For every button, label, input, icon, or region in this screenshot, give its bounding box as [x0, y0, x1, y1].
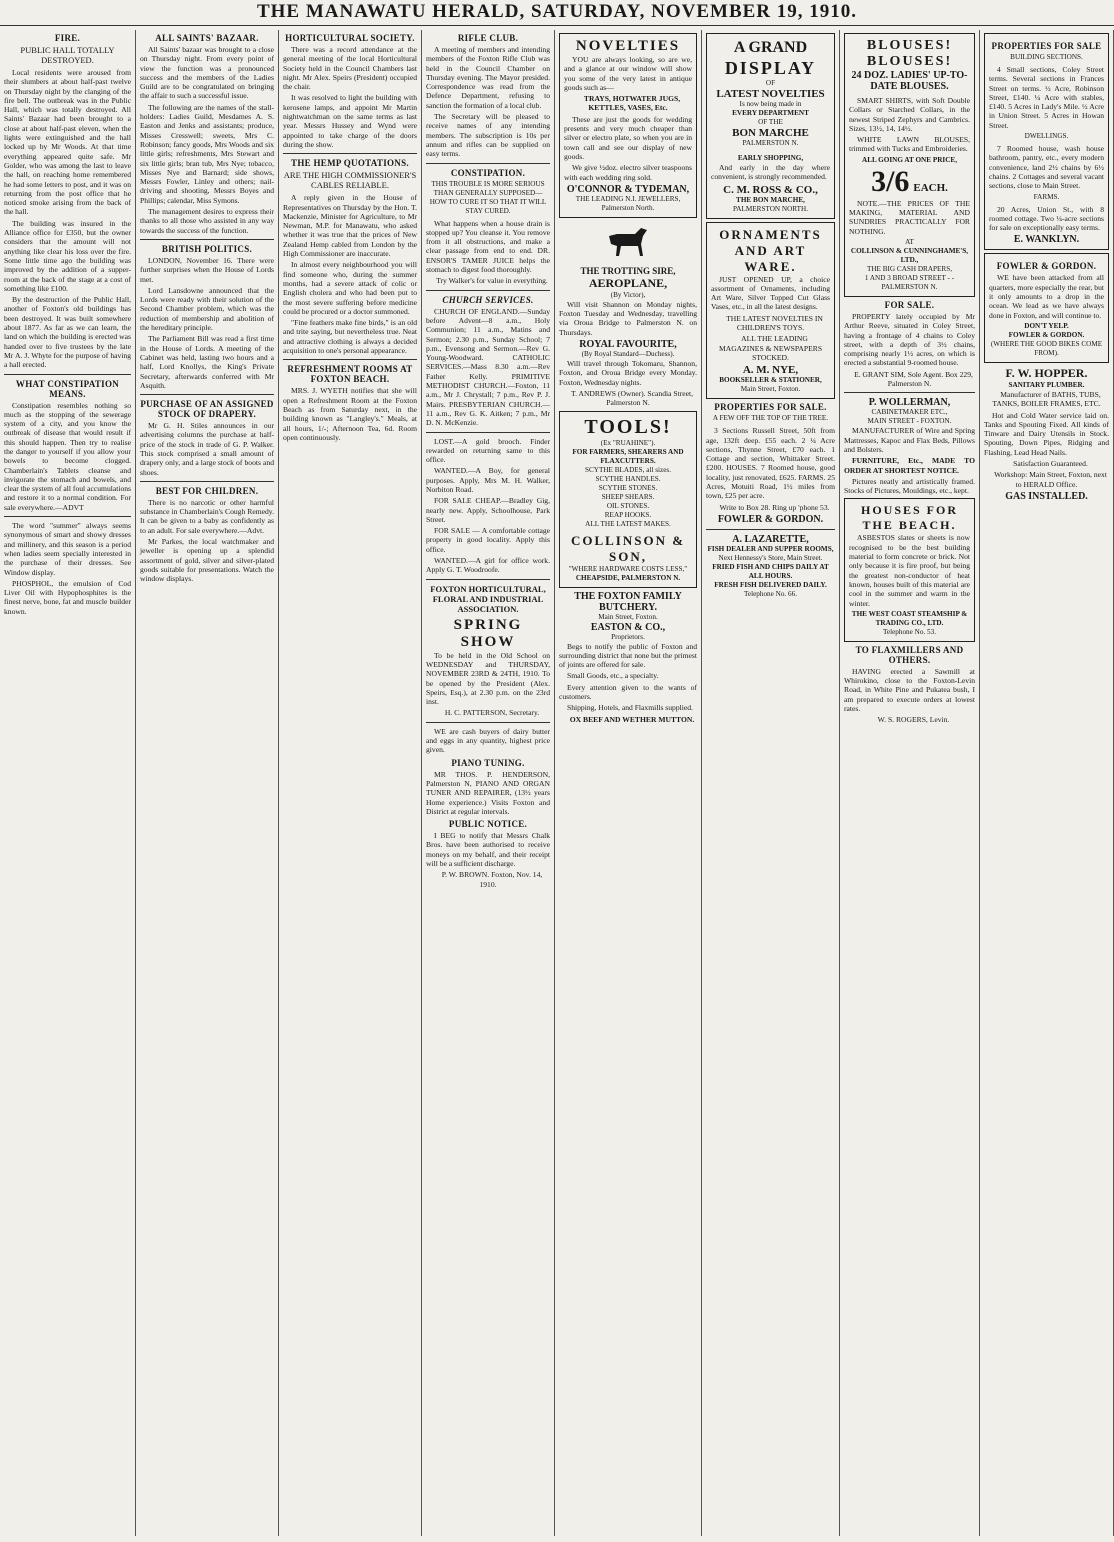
lazarette-location: Next Hennessy's Store, Main Street.: [718, 553, 823, 562]
bazaar-paragraph: The management desires to express their thanks to all those who assisted in any way towards the success of the function.: [140, 207, 274, 235]
wollerman-location: MAIN STREET - FOXTON.: [867, 417, 952, 426]
spring-signature: H. C. PATTERSON, Secretary.: [444, 708, 540, 718]
aeroplane-name: AEROPLANE,: [588, 275, 668, 290]
butchery-prop: Proprietors.: [611, 632, 645, 641]
note: NOTE.—THE PRICES OF THE MAKING, MATERIAL AND SUNDRIES PRACTICALLY FOR NOTHING.: [849, 198, 970, 236]
tools-item: SCYTHE BLADES, all sizes.: [584, 465, 672, 474]
spring-title: SPRING SHOW: [453, 616, 523, 650]
palmerston: PALMERSTON N.: [742, 139, 799, 147]
bazaar-paragraph: The following are the names of the stall-holders: Ladies Guild, Mesdames A. S. Easton and Jenks and assistants; produce, Misses Cresswell; sweets, Mrs C. Robinson; fancy goods, Mrs Woods and six little girls; refreshments, Mrs Stewart and six little girls; bran tub, Mrs Nye; tobacco, Misses Nye and Barnard; side shows, Messrs Fowler, Linley and others; nail-driving and shooting, Messrs Boyes and Phillips; calendar, Miss Symons.: [140, 102, 274, 205]
const-heading: CONSTIPATION.: [450, 167, 526, 178]
tools-item: SCYTHE HANDLES.: [595, 474, 661, 483]
tools-sub: (Ex "RUAHINE").: [600, 438, 656, 447]
church-paragraph: CHURCH OF ENGLAND.—Sunday before Advent—8 a.m., Holy Communion; 11 a.m., Matins and Sermon; 2.30 p.m., Sunday School; 7 p.m., Evensong and Sermon.—Rev G. Young-Woodward. CATHOLIC SERVICES.—Mass 8.30 a.m.—Rev Father Kelly. PRIMITIVE METHODIST CHURCH.—Foxton, 11 a.m., Mr J. Chrystall; 7 p.m., Rev P. J. Mairs. PRESBYTERIAN CHURCH.—11 a.m., Rev G. K. Aitken; 7 p.m., Mr D. N. McKenzie.: [426, 306, 550, 428]
divider: [426, 290, 550, 291]
fg-name: FOWLER & GORDON.: [1008, 330, 1085, 339]
ornaments-paragraph: JUST OPENED UP, a choice assortment of Ornaments, including Art Ware, Silver Topped Cut Glass Vases, etc., in all the latest designs.: [711, 274, 830, 312]
divider: [426, 722, 550, 723]
collinson-sub: THE BIG CASH DRAPERS,: [866, 264, 953, 273]
building-sections: BUILDING SECTIONS.: [1010, 53, 1083, 61]
tools-item: SCYTHE STONES.: [598, 483, 658, 492]
collinson-location: 1 AND 3 BROAD STREET - - PALMERSTON N.: [864, 273, 955, 291]
royal-name: ROYAL FAVOURITE,: [579, 339, 677, 351]
dwellings-list: 7 Roomed house, wash house bathroom, pantry, etc., every modern convenience, land 2½ chains by 6½ chains. 2 Cottages and several vacant sections, close to Main Street.: [989, 144, 1104, 191]
trotting-heading: THE TROTTING SIRE,: [580, 265, 676, 276]
spring-assoc: FOXTON HORTICULTURAL, FLORAL AND INDUSTRIAL ASSOCIATION.: [430, 583, 546, 614]
horse-icon: [605, 222, 651, 262]
notice-paragraph: I BEG to notify that Messrs Chalk Bros. have been authorised to receive moneys on my behalf, and their receipt will be a sufficient discharge.: [426, 831, 550, 868]
spring-paragraph: To be held in the Old School on WEDNESDAY and THURSDAY, NOVEMBER 23RD & 24TH, 1910. To be opened by the President (Alex. Speirs, Esq.), at 2.30 p.m. on the 23rd inst.: [426, 650, 550, 707]
props-list: 4 Small sections, Coley Street terms. Several sections in Frances Street on terms. ½ Acre, Robinson Street, £140. ¼ Acre with stables, £140. 5 Acres in Lady's Mile. ½ Acre in Union Street. 5 Acres in Howan Street.: [989, 65, 1104, 130]
white-lawn: WHITE LAWN BLOUSES, trimmed with Tucks and Embroideries.: [849, 135, 970, 154]
aeroplane-sub: (By Victor),: [610, 290, 646, 299]
fg-heading: FOWLER & GORDON.: [996, 261, 1097, 272]
refresh-paragraph: MRS. J. WYETH notifies that she will open a Refreshment Room at the Foxton Beach as from Saturday next, in the building known as "Langley's." Meals, at all hours, 1/-; Afternoon Tea, 6d. Room open continuously.: [283, 386, 417, 442]
forsale-paragraph: PROPERTY lately occupied by Mr Arthur Reeve, situated in Coley Street, having a frontage of 4 chains to Coley street, with a depth of 3½ chains, comprising nearly 1½ acres, on which is erected a substantial 9-roomed house.: [844, 311, 975, 368]
lazarette-name: A. LAZARETTE,: [732, 533, 809, 545]
column-1: [0, 30, 136, 1536]
westcoast-phone: Telephone No. 53.: [883, 627, 936, 636]
royal-paragraph: Will travel through Tokomaru, Shannon, Foxton, and Oroua Bridge every Monday. Foxton, Wednesday nights.: [559, 359, 697, 387]
forsale-ad: FOR SALE CHEAP.—Bradley Gig, nearly new. Apply, Schoolhouse, Park Street.: [426, 496, 550, 524]
tools-item: SHEEP SHEARS.: [601, 492, 655, 501]
novelties-items: TRAYS, HOTWATER JUGS, KETTLES, VASES, Etc.: [583, 94, 681, 113]
children-paragraph: There is no narcotic or other harmful substance in Chamberlain's Cough Remedy. It can be given to a baby as confidently as to an adult. For sale everywhere.—Advt.: [140, 497, 274, 535]
divider: [706, 529, 835, 530]
smart-shirts: SMART SHIRTS, with Soft Double Collars or Starched Collars, in the newest Striped Zephyrs and Cambrics. Sizes, 13½, 14, 14½.: [849, 96, 970, 133]
constipation-paragraph: Constipation resembles nothing so much as the stopping of the sewerage system of a city, and you know the outbreak of disease that would result if this should happen. Then try to realise the danger to yourself if you allow your bowels to become clogged. Chamberlain's Tablets cleanse and invigorate the stomach and bowels, and clear the system of all foul accumulations and restore it to a normal condition. For sale everywhere.—ADVT: [4, 400, 131, 512]
const-subheading: THIS TROUBLE IS MORE SERIOUS THAN GENERALLY SUPPOSED—HOW TO CURE IT SO THAT IT WILL STAY CURED.: [429, 179, 547, 215]
bon-marche: BON MARCHE: [732, 127, 809, 139]
each-label: EACH.: [913, 181, 948, 194]
nye-name: A. M. NYE,: [742, 364, 799, 377]
collinson-name: COLLINSON & SON,: [570, 532, 686, 564]
oconnor-location: Palmerston North.: [601, 203, 655, 212]
blouses-ad: [844, 33, 975, 297]
magazines-line: ALL THE LEADING MAGAZINES & NEWSPAPERS STOCKED.: [718, 334, 823, 362]
lazarette-sub: FISH DEALER AND SUPPER ROOMS,: [707, 544, 834, 553]
purchase-paragraph: Mr G. H. Stiles announces in our advertising columns the purchase at half-price of the stock in trade of G. P. Walker. This stock comprised a small amount of drapery only, and a large stock of boots and shoes.: [140, 421, 274, 477]
divider: [283, 153, 417, 154]
westcoast-name: THE WEST COAST STEAMSHIP & TRADING CO., LTD.: [851, 609, 968, 627]
collinson-name: COLLINSON & CUNNINGHAME'S, LTD.,: [850, 246, 969, 264]
flaxmillers-paragraph: HAVING erected a Sawmill at Whirokino, close to the Foxton-Levin Road, in White Pine and Pukatea bush, I am prepared to execute orders at lowest rates.: [844, 666, 975, 713]
nye-location: Main Street, Foxton.: [740, 385, 801, 394]
butchery-paragraph: Shipping, Hotels, and Flaxmills supplied.: [567, 703, 693, 713]
tools-item: REAP HOOKS.: [604, 510, 652, 519]
column-3: [279, 30, 422, 1536]
hemp-subheading: ARE THE HIGH COMMISSIONER'S CABLES RELIABLE.: [283, 170, 417, 191]
price: 3/6: [871, 164, 910, 198]
blouses-heading: BLOUSES! BLOUSES!: [866, 38, 953, 69]
latest-novelties: LATEST NOVELTIES: [716, 88, 825, 100]
ross-name: C. M. ROSS & CO.,: [723, 183, 818, 196]
butchery-location: Main Street, Foxton.: [598, 612, 658, 621]
one-price: ALL GOING AT ONE PRICE,: [862, 155, 957, 164]
lazarette-line: FRESH FISH DELIVERED DAILY.: [714, 580, 827, 589]
notice-heading: PUBLIC NOTICE.: [448, 819, 528, 830]
politics-heading: BRITISH POLITICS.: [161, 243, 253, 254]
phosphol-paragraph: PHOSPHOL, the emulsion of Cod Liver Oil with Hypophosphites is the finest nerve, bone, fat and muscle builder known.: [4, 578, 131, 616]
novelties-ad: [559, 33, 697, 218]
divider: [4, 374, 131, 375]
rifle-paragraph: A meeting of members and intending members of the Foxton Rifle Club was held in the Council Chamber on Thursday evening. The Mayor presided. Correspondence was read from the Defence Department, refusing to sanction the formation of a local club.: [426, 45, 550, 110]
forsale-ad: FOR SALE — A comfortable cottage property in good locality. Apply this office.: [426, 526, 550, 554]
wanklyn-name: E. WANKLYN.: [1013, 234, 1080, 246]
wanted-ad: WANTED.—A girl for office work. Apply G. T. Woodroofe.: [426, 556, 550, 575]
tools-item: OIL STONES.: [606, 501, 650, 510]
collinson-sub: "WHERE HARDWARE COSTS LESS,": [568, 564, 688, 573]
rifle-paragraph: The Secretary will be pleased to receive names of any intending members. The subscription is 10s per annum and rifles can be supplied on easy terms.: [426, 112, 550, 159]
divider: [140, 394, 274, 395]
hemp-heading: THE HEMP QUOTATIONS.: [291, 158, 409, 169]
oconnor-sub: THE LEADING N.I. JEWELLERS,: [575, 194, 681, 203]
fire-paragraph: The building was insured in the Alliance office for £350, but the owner considers that the amount will not anything like clear his loss over the fire. Some little time ago the building was improved by the addition of a supper-room at the back of the stage at a cost of something like £100.: [4, 218, 131, 293]
fire-paragraph: Local residents were aroused from their slumbers at about half-past twelve on Thursday night by the clanging of the fire bell. The outbreak was in the Public Hall, which was totally destroyed. All Saints' Bazaar had been brought to a close at about half-past eleven, when the lights were extinguished and the hall locked up by Mr Woods. At that time everything appeared quite safe. Mr Golder, who was among the last to leave the hall, on reaching home remembered he had some letters to post, and it was on returning from the post office that he noticed smoke arising from the back of the hall.: [4, 68, 131, 217]
of-label: OF: [765, 79, 776, 87]
props-heading: PROPERTIES FOR SALE.: [714, 402, 827, 413]
props-paragraph: 3 Sections Russell Street, 50ft from age, 132ft deep. £55 each. 2 ¼ Acre sections, Thynne Street, £70 each. 1 Cottage and section, Whittaker Street. £200. HOUSES. 7 Roomed house, good locality, just renovated, £625. FARMS. 25 Acres, Motuiti Road, 1½ miles from town, £25 per acre.: [706, 426, 835, 501]
novelties-heading: NOVELTIES: [575, 38, 681, 54]
piano-heading: PIANO TUNING.: [451, 757, 525, 768]
ornaments-heading: ORNAMENTS AND ART WARE.: [719, 226, 822, 274]
hopper-name: F. W. HOPPER.: [1005, 365, 1088, 380]
every-dept: EVERY DEPARTMENT: [732, 109, 809, 117]
masthead: [0, 0, 1114, 26]
of-the: OF THE: [758, 118, 783, 126]
column-2: [136, 30, 279, 1536]
oconnor-name: O'CONNOR & TYDEMAN,: [566, 183, 690, 195]
butchery-paragraph: Every attention given to the wants of customers.: [559, 682, 697, 702]
hemp-paragraph: A reply given in the House of Representatives on Thursday by the Hon. T. Mackenzie, Minister for Agriculture, to Mr Newman, M.P. for Manawatu, who asked whether it was true that the prices of New Zealand Hemp cabled from London by the High Commissioner are inaccurate.: [283, 193, 417, 259]
ross-sub: THE BON MARCHE,: [736, 195, 805, 204]
lost-ad: LOST.—A gold brooch. Finder rewarded on returning same to this office.: [426, 436, 550, 465]
column-5: [555, 30, 702, 1536]
butter-ad: WE are cash buyers of dairy butter and eggs in any quantity, highest price given.: [426, 726, 550, 755]
ross-location: PALMERSTON NORTH.: [732, 204, 809, 213]
at-label: AT: [905, 237, 914, 246]
houses-ad: [844, 498, 975, 641]
politics-paragraph: Lord Lansdowne announced that the Lords were ready with their solution of the Second Chamber problem, which was the reduction of membership and abolition of the hereditary principle.: [140, 285, 274, 333]
column-6: [702, 30, 840, 1536]
grand-heading: A GRAND: [733, 39, 808, 56]
farms-list: 20 Acres, Union St., with 8 roomed cottage. Two ¼-acre sections for sale on exceptionally easy terms.: [989, 204, 1104, 233]
tools-heading: TOOLS!: [584, 415, 672, 438]
fire-subheading: PUBLIC HALL TOTALLY DESTROYED.: [20, 45, 115, 65]
price-line: [849, 165, 970, 199]
wanted-ad: WANTED.—A Boy, for general purposes. Apply, Mrs M. H. Walker, Norbiton Road.: [426, 466, 550, 494]
hort-heading: HORTICULTURAL SOCIETY.: [285, 33, 415, 43]
bazaar-heading: ALL SAINTS' BAZAAR.: [155, 33, 259, 43]
wollerman-name: P. WOLLERMAN,: [868, 397, 951, 409]
hopper-satisfaction: Satisfaction Guaranteed.: [1013, 459, 1088, 469]
gas-installed: GAS INSTALLED.: [1005, 490, 1088, 502]
houses-heading: HOUSES FOR THE BEACH.: [860, 503, 958, 533]
butchery-footer: OX BEEF AND WETHER MUTTON.: [569, 714, 695, 724]
props-name: FOWLER & GORDON.: [717, 513, 824, 525]
constipation-heading: WHAT CONSTIPATION MEANS.: [15, 378, 120, 399]
farms: FARMS.: [1033, 192, 1060, 201]
hopper-paragraph: Hot and Cold Water service laid on. Tanks and Spouting Fixed. All kinds of Tinware and Dairy Utensils in Stock. Spouting, Down Pipes, Ridging and Flashing, Lead Head Nails.: [984, 410, 1109, 457]
column-7: [840, 30, 980, 1536]
column-4: [422, 30, 555, 1536]
royal-signature: T. ANDREWS (Owner). Scandia Street, Palmerston N.: [571, 388, 693, 408]
props-heading: PROPERTIES FOR SALE: [991, 41, 1102, 51]
fowler-gordon-ad: [984, 253, 1109, 362]
fire-heading: FIRE.: [54, 33, 81, 43]
walker-note: Try Walker's for value in everything.: [436, 276, 548, 286]
ornaments-ad: [706, 222, 835, 400]
divider: [426, 163, 550, 164]
is-made: Is now being made in: [739, 100, 802, 108]
church-heading: CHURCH SERVICES.: [442, 294, 534, 305]
wanklyn-ad: [984, 33, 1109, 250]
aeroplane-paragraph: Will visit Shannon on Monday nights, Foxton Tuesday and Wednesday, travelling via Oroua Bridge to Palmerston N. on Thursdays.: [559, 299, 697, 337]
butchery-heading: THE FOXTON FAMILY BUTCHERY.: [574, 590, 682, 613]
fg-sub: (WHERE THE GOOD BIKES COME FROM).: [990, 339, 1103, 357]
hort-paragraph: It was resolved to light the building with kerosene lamps, and appoint Mr Martin nightwatchman on the same terms as last year. Messrs Hussey and Wynd were appointed to take charge of the doors during the show.: [283, 93, 417, 149]
hopper-workshop: Workshop: Main Street, Foxton, next to HERALD Office.: [994, 470, 1107, 489]
dwellings: DWELLINGS.: [1024, 132, 1069, 141]
tools-for: FOR FARMERS, SHEARERS AND FLAXCUTTERS.: [572, 447, 684, 465]
toys-line: THE LATEST NOVELTIES IN CHILDREN'S TOYS.: [726, 313, 823, 333]
divider: [426, 579, 550, 580]
display-heading: DISPLAY: [724, 58, 817, 78]
divider: [140, 239, 274, 240]
wollerman-paragraph: FURNITURE, Etc., MADE TO ORDER AT SHORTEST NOTICE.: [844, 456, 975, 475]
fire-paragraph: By the destruction of the Public Hall, another of Foxton's old buildings has been destroyed. It was built somewhere about 1877. As far as we can learn, the land on which the building is erected was handed over to five trustees by the late Mr A. J. Whyte for the purpose of having a hall erected.: [4, 295, 131, 370]
children-heading: BEST FOR CHILDREN.: [155, 485, 259, 496]
blouses-sub: 24 DOZ. LADIES' UP-TO-DATE BLOUSES.: [851, 70, 968, 92]
hopper-paragraph: Manufacturer of BATHS, TUBS, TANKS, BOILER FRAMES, ETC.: [992, 389, 1101, 409]
early-paragraph: And early in the day where convenient, is strongly recommended.: [711, 163, 830, 182]
const-paragraph: What happens when a house drain is stopped up? You cleanse it. You remove from it all obstructions, and make a clear passage from end to end. DR. ENSOR'S TAMER JUICE helps the stomach to digest food thoroughly.: [426, 218, 550, 275]
notice-signature: P. W. BROWN. Foxton, Nov. 14, 1910.: [441, 870, 543, 889]
royal-sub: (By Royal Standard—Duchess).: [581, 350, 675, 359]
divider: [140, 481, 274, 482]
politics-paragraph: LONDON, November 16. There were further surprises when the House of Lords met.: [140, 255, 274, 284]
bazaar-paragraph: All Saints' bazaar was brought to a close on Thursday night. From every point of view the function was a pronounced success and the members of the Ladies Guild are to be congratulated on bringing the affair to such a successful issue.: [140, 45, 274, 101]
refresh-heading: REFRESHMENT ROOMS AT FOXTON BEACH.: [287, 364, 413, 385]
wollerman-paragraph: Pictures neatly and artistically framed. Stocks of Pictures, Mouldings, etc., kept.: [844, 476, 975, 496]
flaxmillers-signature: W. S. ROGERS, Levin.: [877, 715, 950, 725]
wollerman-sub: CABINETMAKER ETC.,: [871, 408, 948, 417]
forsale-heading: FOR SALE.: [884, 299, 935, 310]
butchery-name: EASTON & CO.,: [590, 621, 666, 633]
hopper-sub: SANITARY PLUMBER.: [1008, 380, 1085, 389]
early-shopping: EARLY SHOPPING,: [737, 154, 804, 162]
divider: [4, 516, 131, 517]
butchery-paragraph: Begs to notify the public of Foxton and surrounding district that none but the primest of joints are offered for sale.: [559, 641, 697, 670]
novelties-paragraph: We give ½doz. electro silver teaspoons with each wedding ring sold.: [564, 163, 692, 182]
column-8: [980, 30, 1114, 1536]
fg-paragraph: WE have been attacked from all quarters, more especially the rear, but it only amounts to a drop in the ocean. We lead as we have always done in Foxton, and will continue to.: [989, 273, 1104, 320]
novelties-paragraph: These are just the goods for wedding presents and very much cheaper than silver or electro plate, so when you are in town call and see our display of new goods.: [564, 114, 692, 161]
novelties-paragraph: YOU are always looking, so are we, and a glance at our window will show you some of the very latest in antique goods such as—: [564, 55, 692, 92]
forsale-signature: E. GRANT SIM, Sole Agent. Box 229, Palmerston N.: [854, 369, 973, 389]
divider: [426, 432, 550, 433]
hemp-paragraph: "Fine feathers make fine birds," is an old and trite saying, but nevertheless true. Neat and attractive clothing is always a decided acquisition to one's personal appearance.: [283, 318, 417, 356]
tools-makes: ALL THE LATEST MAKES.: [585, 519, 671, 528]
divider: [283, 359, 417, 360]
purchase-heading: PURCHASE OF AN ASSIGNED STOCK OF DRAPERY.: [140, 399, 274, 420]
houses-paragraph: ASBESTOS slates or sheets is now recognised to be the best building material to form concrete or brick. Not only because it is fire proof, but being the greatest non-conductor of heat known, houses built of this material are cool in the summer and warm in the winter.: [849, 533, 970, 608]
tools-ad: [559, 411, 697, 588]
nye-sub: BOOKSELLER & STATIONER,: [719, 376, 822, 385]
summer-paragraph: The word "summer" always seems synonymous of smart and showy dresses and millinery, and this season is a period when ladies seem specially interested in the purchase of their dresses. See Window display.: [4, 521, 131, 577]
collinson-location: CHEAPSIDE, PALMERSTON N.: [575, 573, 681, 582]
bon-marche-ad: [706, 33, 835, 219]
flaxmillers-heading: TO FLAXMILLERS AND OTHERS.: [855, 644, 964, 665]
props-write: Write to Box 28. Ring up 'phone 53.: [719, 502, 830, 512]
fg-yelp: DON'T YELP.: [1024, 321, 1069, 330]
politics-paragraph: The Parliament Bill was read a first time in the House of Lords. A meeting of the Cabinet was held, lasting two hours and a half, Lord Knollys, the King's Private Secretary, afterwards conferred with Mr Asquith.: [140, 334, 274, 390]
parkes-paragraph: Mr Parkes, the local watchmaker and jeweller is opening up a splendid assortment of gold, silver and silver-plated goods suitable for presentations. Watch the window displays.: [140, 537, 274, 584]
piano-paragraph: MR THOS. P. HENDERSON, Palmerston N, PIANO AND ORGAN TUNER AND REPAIRER, (13½ years Home experience.) Visits Foxton and District at regular intervals.: [426, 769, 550, 816]
newspaper-title: THE MANAWATU HERALD, SATURDAY, NOVEMBER 19, 1910.: [256, 1, 858, 22]
lazarette-phone: Telephone No. 66.: [744, 589, 797, 598]
divider: [844, 392, 975, 393]
hemp-paragraph: In almost every neighbourhood you will find someone who, during the summer months, had a severe attack of colic or English cholera and who had been put to the most severe suffering before medicine could be procured or a doctor summoned.: [283, 260, 417, 316]
props-sub: A FEW OFF THE TOP OF THE TREE.: [712, 414, 829, 423]
rifle-heading: RIFLE CLUB.: [457, 33, 519, 43]
butchery-paragraph: Small Goods, etc., a specialty.: [567, 671, 659, 681]
lazarette-line: FRIED FISH AND CHIPS DAILY AT ALL HOURS.: [712, 562, 829, 580]
hort-paragraph: There was a record attendance at the general meeting of the local Horticultural Society held in the Council Chambers last night. Mr Alex. Speirs (President) occupied the chair.: [283, 45, 417, 92]
wollerman-paragraph: MANUFACTURER of Wire and Spring Mattresses, Kapoc and Flax Beds, Pillows and Bolsters.: [844, 426, 975, 454]
